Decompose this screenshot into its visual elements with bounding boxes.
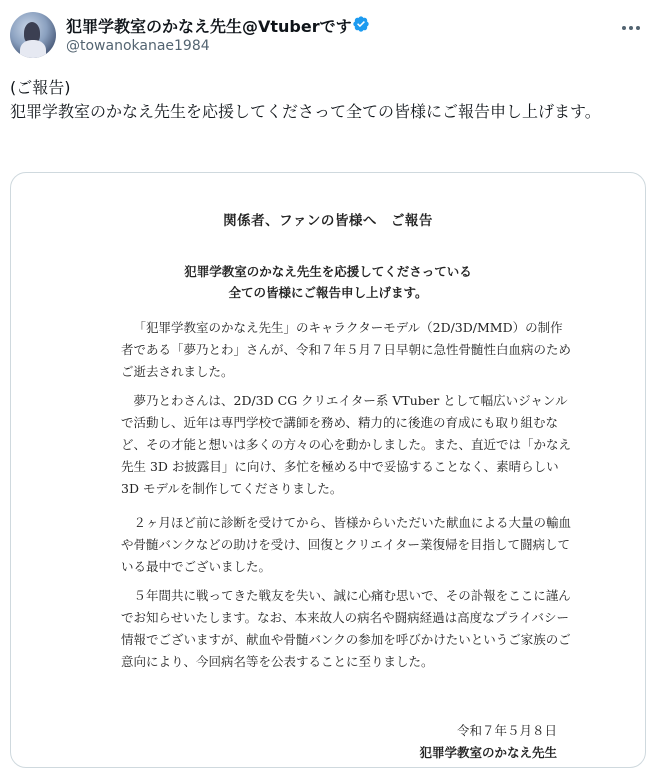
document-title: 関係者、ファンの皆様へ ご報告 (223, 213, 433, 229)
more-options-icon[interactable] (619, 16, 643, 40)
document-date: 令和７年５月８日 (456, 723, 557, 738)
attached-image[interactable] (10, 172, 646, 768)
document-subtitle (11, 261, 645, 303)
author-display-name[interactable]: 犯罪学教室のかなえ先生@Vtuberです (66, 17, 352, 36)
post-text-line: 犯罪学教室のかなえ先生を応援してくださって全ての皆様にご報告申し上げます。 (10, 102, 601, 121)
announcement-document (11, 173, 645, 767)
document-paragraph: 夢乃とわさんは、2D/3D CG クリエイター系 VTuber として幅広いジャンルで活動し、近年は専門学校で講師を務め、精力的に後進の育成にも取り組むなど、その才能と想いは多くの方々の心を動かしました。また、直近では「かなえ先生 3D お披露目」に向け、多忙を極める中で妥協することなく、素晴らしい 3D モデルを制作してくださりました。 (121, 393, 572, 496)
post-text (10, 76, 645, 124)
document-paragraph: ２ヶ月ほど前に診断を受けてから、皆様からいただいた献血による大量の輸血や骨髄バンクなどの助けを受け、回復とクリエイター業復帰を目指して闘病している最中でございました。 (121, 515, 572, 574)
document-subtitle-line: 犯罪学教室のかなえ先生を応援してくださっている (184, 264, 472, 279)
post-text-line: (ご報告) (10, 78, 71, 97)
document-subtitle-line: 全ての皆様にご報告申し上げます。 (228, 285, 428, 300)
avatar[interactable] (10, 12, 56, 58)
author-handle[interactable]: @towanokanae1984 (66, 38, 210, 54)
document-signature: 犯罪学教室のかなえ先生 (419, 745, 557, 760)
document-paragraph: 「犯罪学教室のかなえ先生」のキャラクターモデル（2D/3D/MMD）の制作者である「夢乃とわ」さんが、令和７年５月７日早朝に急性骨髄性白血病のためご逝去されました。 (121, 320, 572, 379)
document-paragraph: ５年間共に戦ってきた戦友を失い、誠に心痛む思いで、その訃報をここに謹んでお知らせいたします。なお、本来故人の病名や闘病経過は高度なプライバシー情報でございますが、献血や骨髄バンクの参加を呼びかけたいというご家族のご意向により、今回病名等を公表することに至りました。 (121, 588, 571, 669)
verified-badge-icon (352, 15, 370, 33)
post-header (10, 10, 649, 62)
